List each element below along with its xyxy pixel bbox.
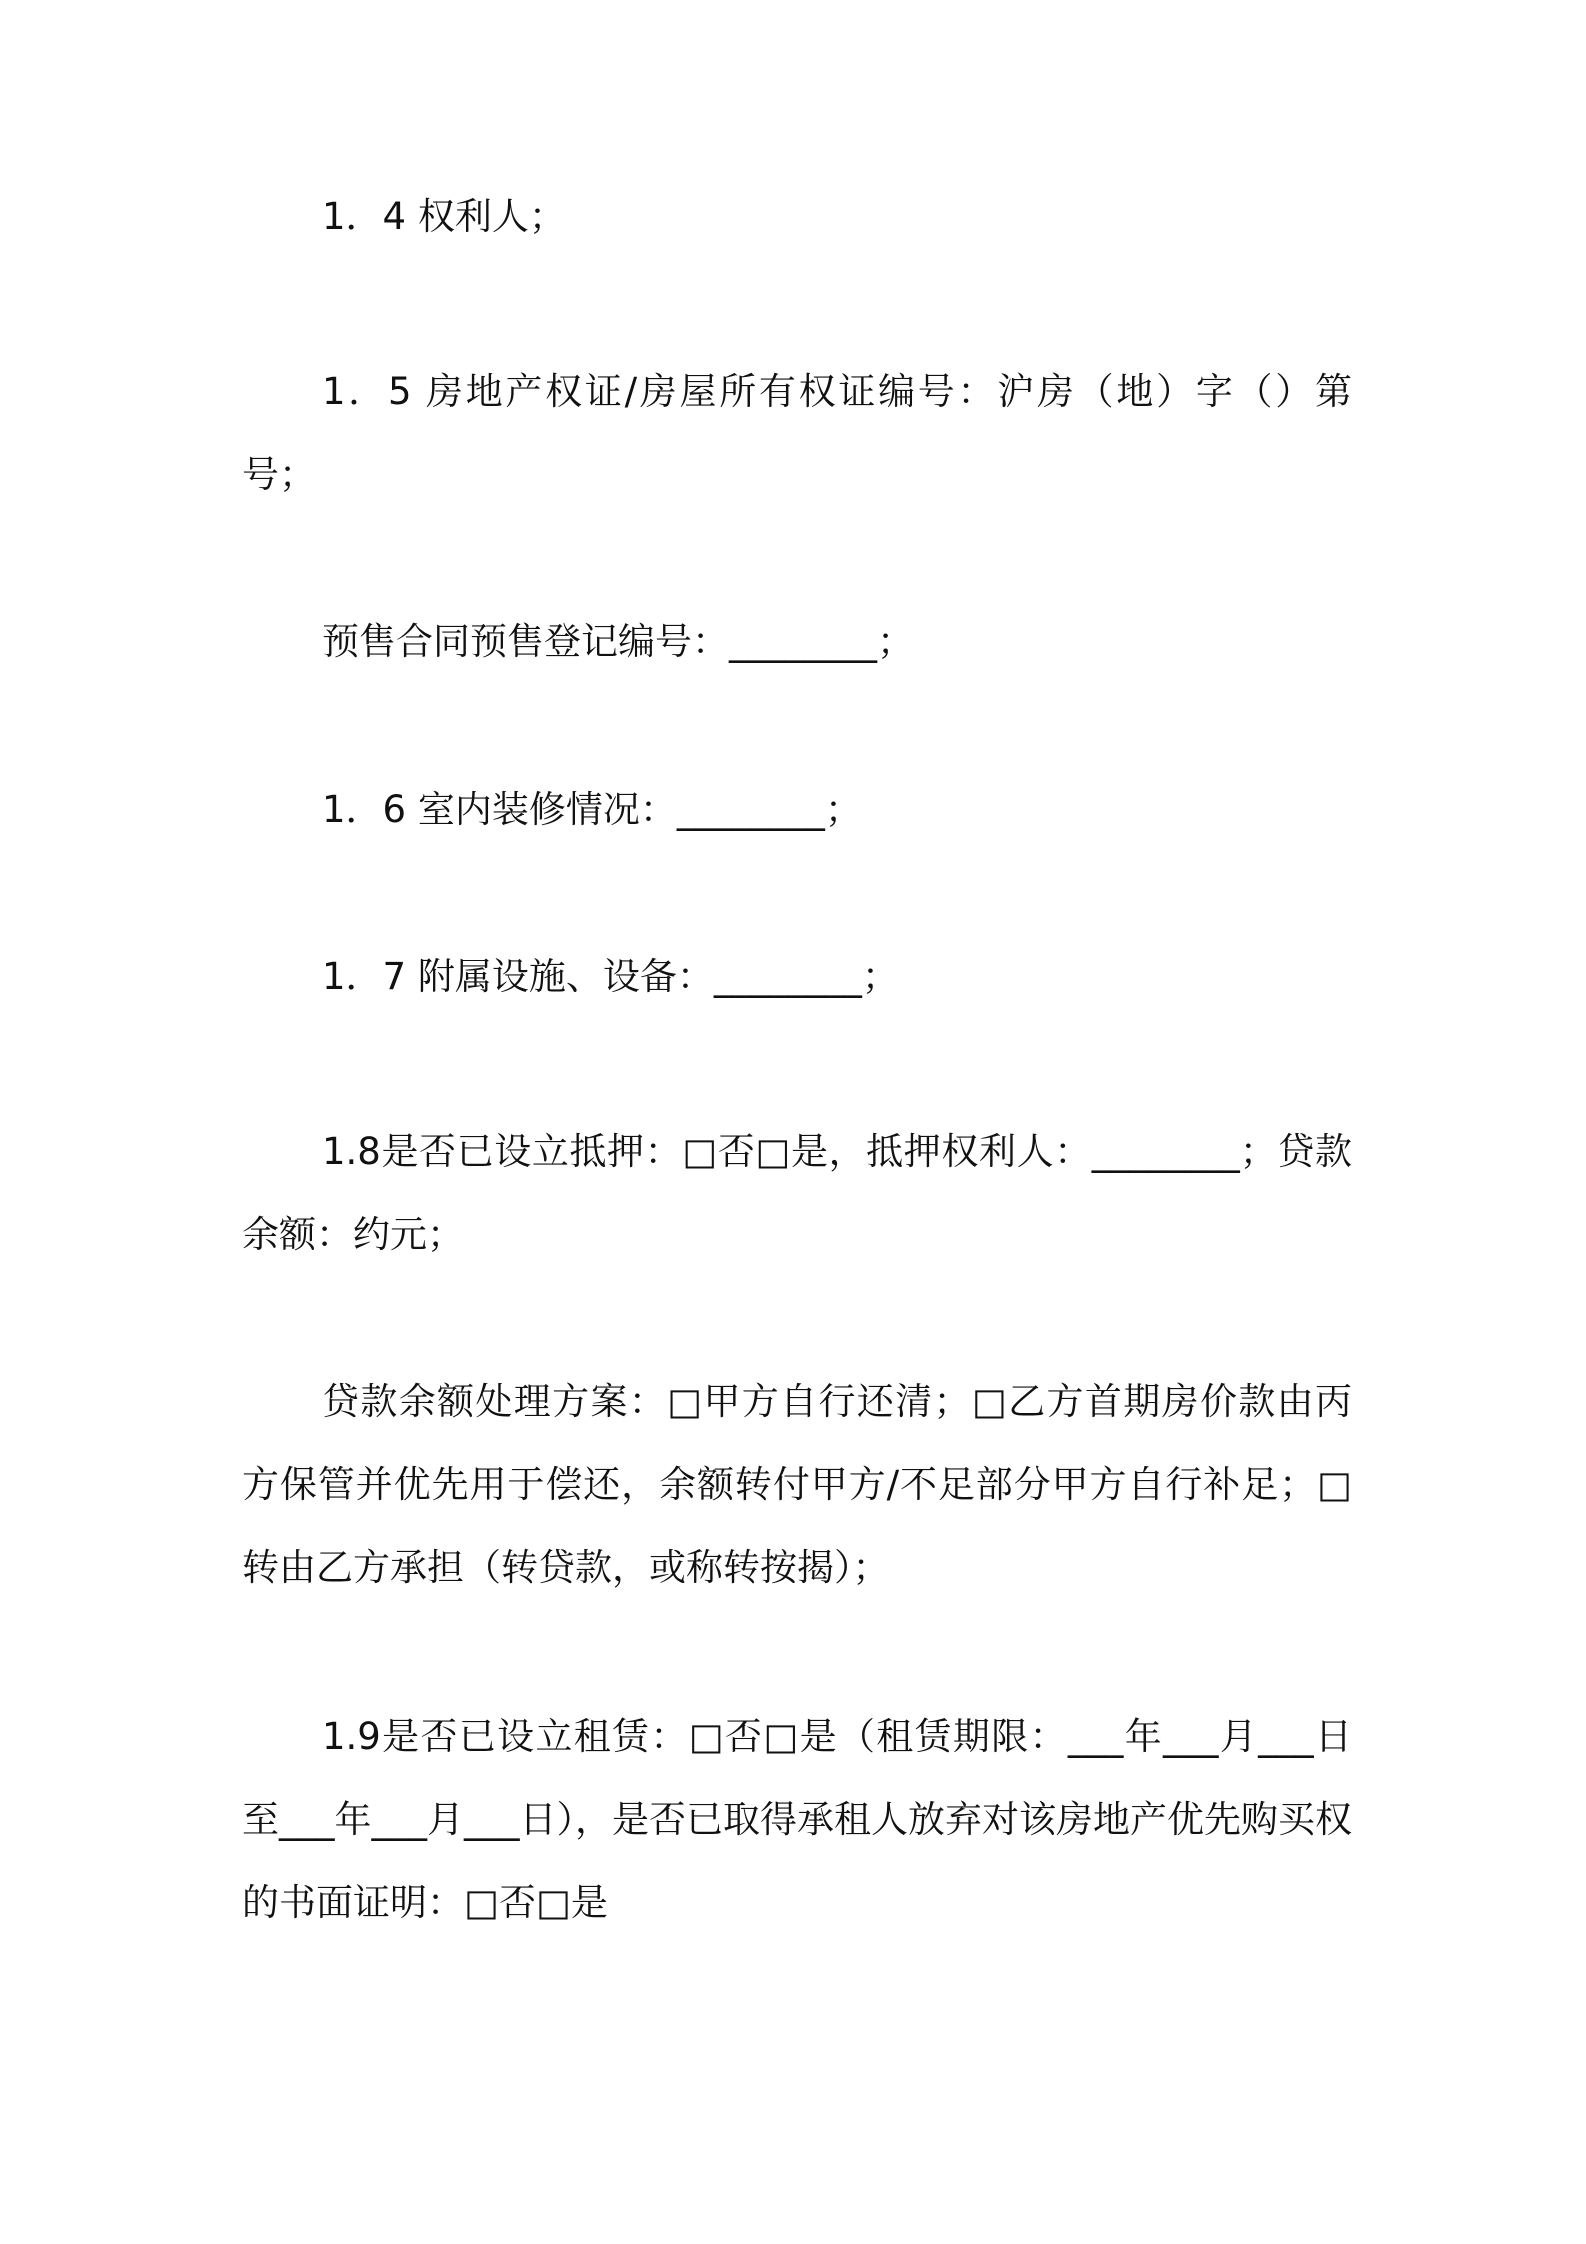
paragraph-1-9-lease: 1.9是否已设立租赁：□否□是（租赁期限：___年___月___日至___年___月___日），是否已取得承租人放弃对该房地产优先购买权的书面证明：□否□是 — [242, 1715, 1352, 1924]
paragraph-1-7-facilities: 1．7 附属设施、设备：________； — [322, 955, 899, 998]
paragraph-1-4-rights-holder: 1．4 权利人； — [322, 195, 566, 238]
paragraph-1-8-mortgage: 1.8是否已设立抵押：□否□是，抵押权利人：________；贷款余额：约元； — [242, 1130, 1352, 1256]
paragraph-presale-registration: 预售合同预售登记编号：________； — [322, 620, 914, 663]
paragraph-1-6-decoration: 1．6 室内装修情况：________； — [322, 788, 862, 831]
paragraph-loan-balance-plan: 贷款余额处理方案：□甲方自行还清；□乙方首期房价款由丙方保管并优先用于偿还，余额转付甲方/不足部分甲方自行补足；□转由乙方承担（转贷款，或称转按揭）； — [242, 1380, 1352, 1589]
paragraph-1-5-certificate-number: 1．5 房地产权证/房屋所有权证编号：沪房（地）字（）第号； — [242, 370, 1352, 496]
